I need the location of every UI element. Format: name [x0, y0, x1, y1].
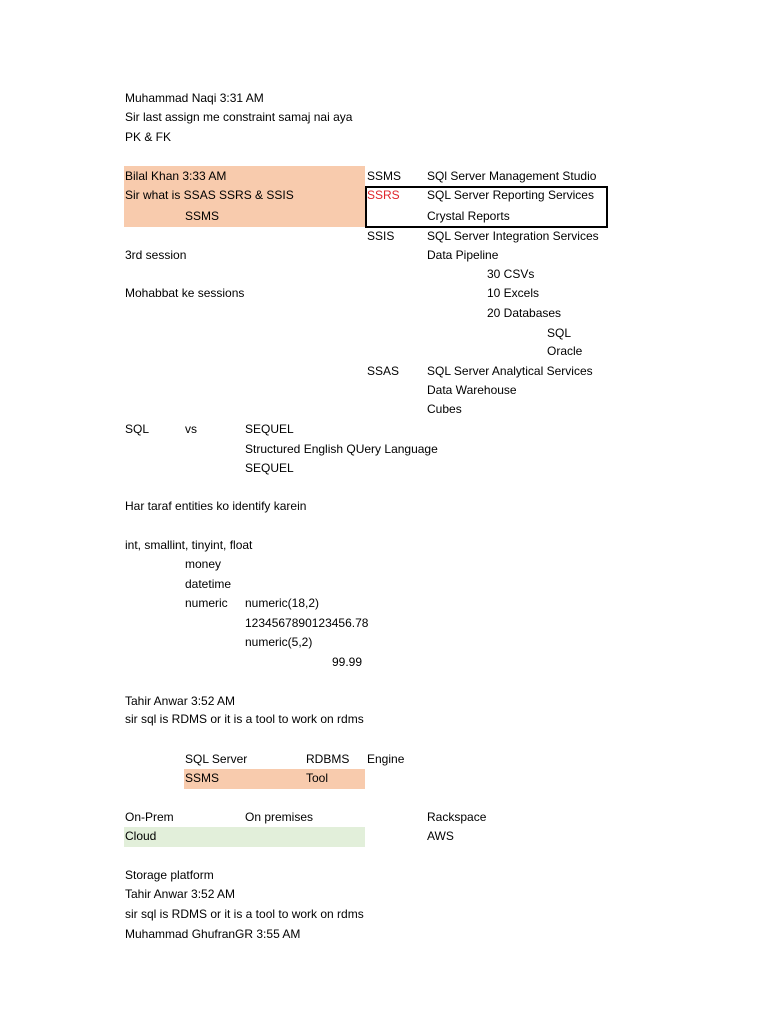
- tool-data-warehouse: Data Warehouse: [427, 383, 517, 397]
- tool-ssas-desc: SQL Server Analytical Services: [427, 364, 593, 378]
- author-tahir-1: Tahir Anwar 3:52 AM: [125, 694, 236, 708]
- label-sql-server: SQL Server: [185, 752, 248, 766]
- message-pk-fk: PK & FK: [125, 130, 172, 144]
- term-sequel-full: Structured English QUery Language: [245, 442, 438, 456]
- label-engine: Engine: [367, 752, 405, 766]
- source-databases: 20 Databases: [487, 306, 562, 320]
- author-ghufran: Muhammad GhufranGR 3:55 AM: [125, 927, 301, 941]
- type-numeric-5-2: numeric(5,2): [245, 635, 313, 649]
- value-numeric-18-2: 1234567890123456.78: [245, 616, 369, 630]
- term-sequel-2: SEQUEL: [245, 461, 294, 475]
- label-on-prem: On-Prem: [125, 810, 174, 824]
- db-sql: SQL: [547, 326, 572, 340]
- types-int: int, smallint, tinyint, float: [125, 538, 253, 552]
- label-rdbms: RDBMS: [306, 752, 350, 766]
- message-naqi: Sir last assign me constraint samaj nai aya: [125, 110, 353, 124]
- source-csvs: 30 CSVs: [487, 267, 535, 281]
- tool-ssis-desc: SQL Server Integration Services: [427, 229, 599, 243]
- note-mohabbat: Mohabbat ke sessions: [125, 286, 245, 300]
- label-ssms: SSMS: [185, 771, 220, 785]
- tool-ssms: SSMS: [367, 169, 402, 183]
- message-tahir-1: sir sql is RDMS or it is a tool to work on rdms: [125, 712, 364, 726]
- source-excels: 10 Excels: [487, 286, 540, 300]
- label-tool: Tool: [306, 771, 329, 785]
- label-cloud: Cloud: [125, 829, 157, 843]
- term-vs: vs: [185, 422, 197, 436]
- term-sequel: SEQUEL: [245, 422, 294, 436]
- type-numeric-18-2: numeric(18,2): [245, 596, 320, 610]
- message-bilal: Sir what is SSAS SSRS & SSIS: [125, 188, 294, 202]
- note-3rd-session: 3rd session: [125, 248, 187, 262]
- tool-ssrs: SSRS: [367, 188, 400, 202]
- type-money: money: [185, 557, 222, 571]
- term-sql: SQL: [125, 422, 150, 436]
- message-tahir-2: sir sql is RDMS or it is a tool to work on rdms: [125, 907, 364, 921]
- tool-ssas: SSAS: [367, 364, 400, 378]
- note-storage-platform: Storage platform: [125, 868, 214, 882]
- label-on-premises: On premises: [245, 810, 314, 824]
- tool-crystal-reports: Crystal Reports: [427, 209, 510, 223]
- value-numeric-5-2: 99.99: [332, 655, 363, 669]
- tool-ssrs-desc: SQL Server Reporting Services: [427, 188, 594, 202]
- label-rackspace: Rackspace: [427, 810, 487, 824]
- message-bilal-ssms: SSMS: [185, 209, 220, 223]
- author-tahir-2: Tahir Anwar 3:52 AM: [125, 887, 236, 901]
- author-bilal: Bilal Khan 3:33 AM: [125, 169, 227, 183]
- db-oracle: Oracle: [547, 344, 583, 358]
- author-naqi: Muhammad Naqi 3:31 AM: [125, 91, 264, 105]
- highlight-cloud: [124, 827, 365, 847]
- tool-cubes: Cubes: [427, 402, 462, 416]
- type-numeric: numeric: [185, 596, 228, 610]
- tool-ssms-desc: SQl Server Management Studio: [427, 169, 597, 183]
- type-datetime: datetime: [185, 577, 232, 591]
- note-entities: Har taraf entities ko identify karein: [125, 499, 307, 513]
- label-aws: AWS: [427, 829, 454, 843]
- tool-data-pipeline: Data Pipeline: [427, 248, 499, 262]
- tool-ssis: SSIS: [367, 229, 395, 243]
